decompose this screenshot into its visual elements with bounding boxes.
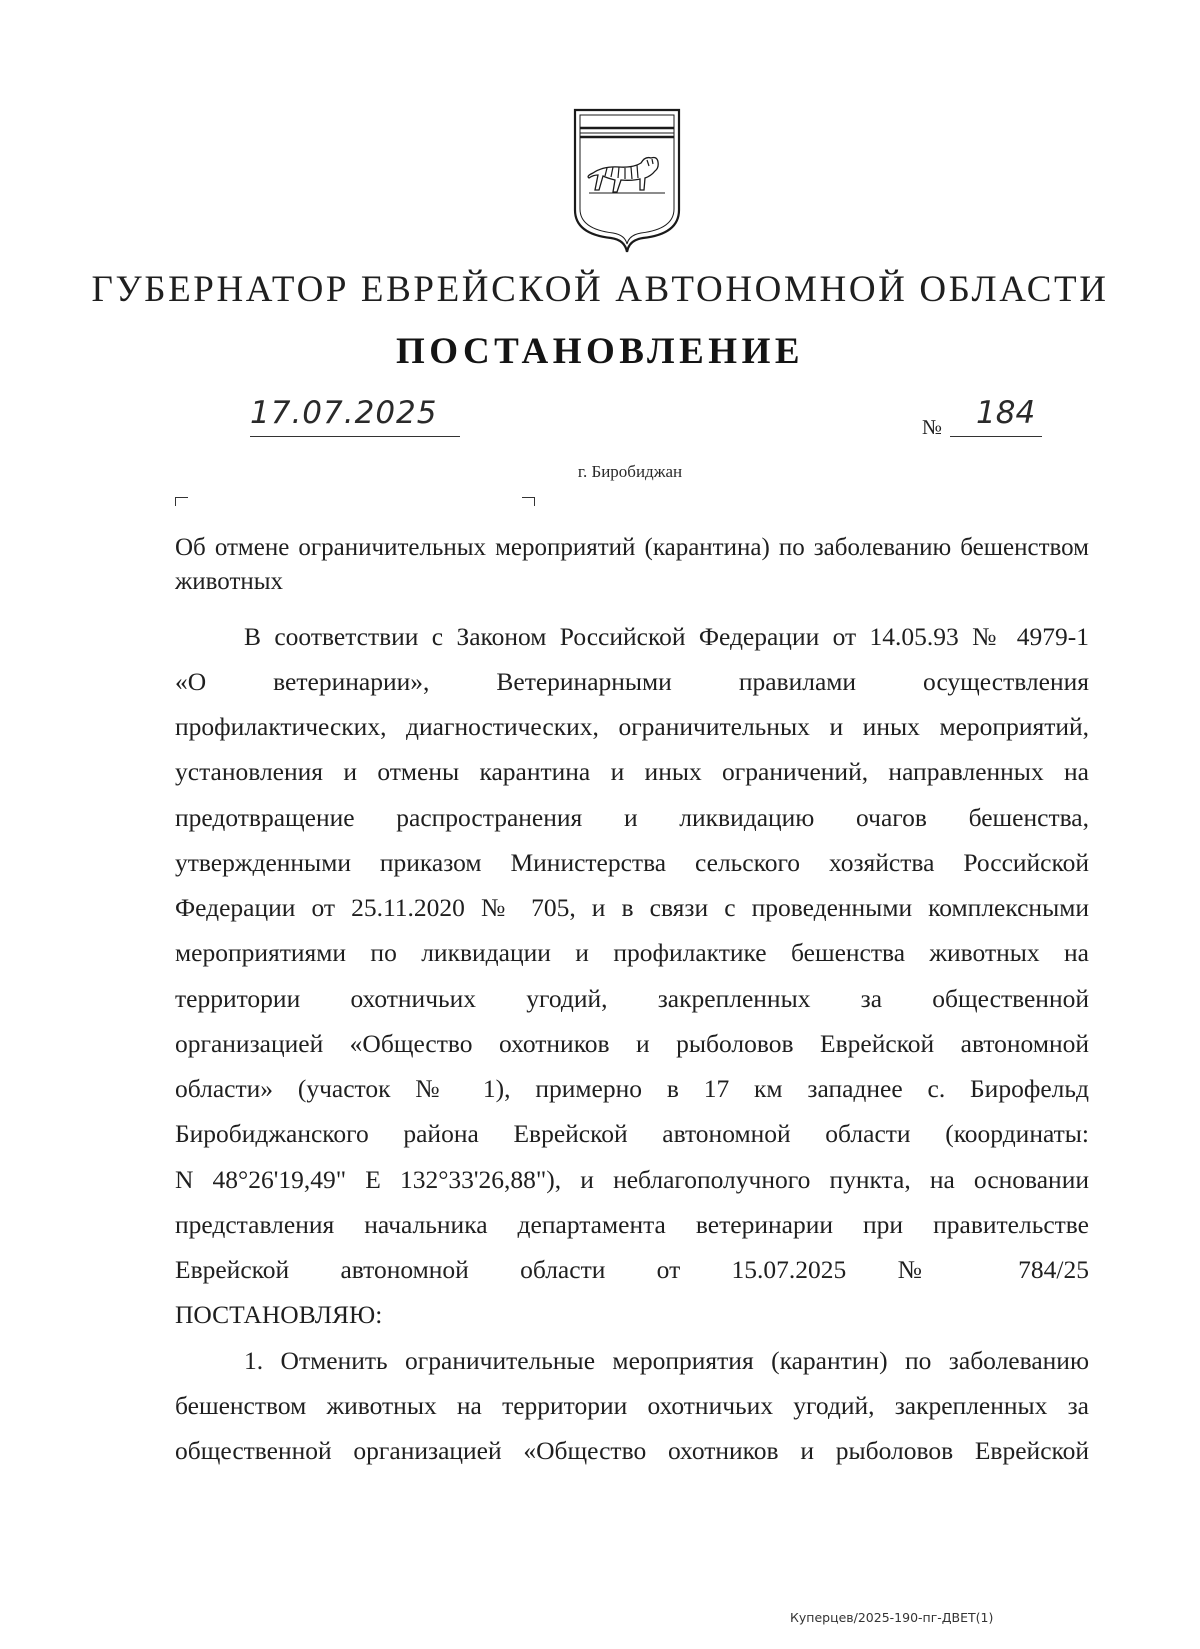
date-underline bbox=[250, 436, 460, 437]
body-line: 1. Отменить ограничительные мероприятия (карантин) по заболеванию bbox=[244, 1346, 1089, 1375]
body-line: Биробиджанского района Еврейской автономной области (координаты: bbox=[175, 1119, 1089, 1148]
subject-bracket-left bbox=[175, 497, 188, 506]
body-line: утвержденными приказом Министерства сельского хозяйства Российской bbox=[175, 848, 1089, 877]
number-underline bbox=[950, 436, 1042, 437]
handwritten-date: 17.07.2025 bbox=[250, 395, 438, 431]
place-of-issue: г. Биробиджан bbox=[577, 462, 683, 481]
body-line: установления и отмены карантина и иных ограничений, направленных на bbox=[175, 757, 1089, 786]
body-line: предотвращение распространения и ликвидацию очагов бешенства, bbox=[175, 803, 1089, 832]
coat-of-arms-emblem bbox=[571, 106, 683, 254]
document-subject: Об отмене ограничительных мероприятий (карантина) по заболеванию бешенством животных bbox=[175, 534, 1089, 595]
body-line: Федерации от 25.11.2020 № 705, и в связи с проведенными комплексными bbox=[175, 893, 1089, 922]
body-line: области» (участок № 1), примерно в 17 км западнее с. Бирофельд bbox=[175, 1074, 1089, 1103]
body-line: бешенством животных на территории охотничьих угодий, закрепленных за bbox=[175, 1391, 1089, 1420]
subject-bracket-right bbox=[522, 497, 535, 506]
body-line: представления начальника департамента ветеринарии при правительстве bbox=[175, 1210, 1089, 1239]
body-line: Еврейской автономной области от 15.07.2025 № 784/25 bbox=[175, 1255, 1089, 1284]
document-reference-code: Куперцев/2025-190-пг-ДВЕТ(1) bbox=[790, 1610, 994, 1625]
document-type-title: ПОСТАНОВЛЕНИЕ bbox=[395, 331, 805, 372]
body-line: В соответствии с Законом Российской Федерации от 14.05.93 № 4979-1 bbox=[244, 622, 1089, 651]
body-line: профилактических, диагностических, ограничительных и иных мероприятий, bbox=[175, 712, 1089, 741]
body-line: «О ветеринарии», Ветеринарными правилами осуществления bbox=[175, 667, 1089, 696]
number-sign: № bbox=[922, 415, 943, 439]
body-line: территории охотничьих угодий, закрепленных за общественной bbox=[175, 984, 1089, 1013]
handwritten-number: 184 bbox=[976, 395, 1036, 431]
body-line: N 48°26'19,49" E 132°33'26,88"), и неблагополучного пункта, на основании bbox=[175, 1165, 1089, 1194]
issuing-authority: ГУБЕРНАТОР ЕВРЕЙСКОЙ АВТОНОМНОЙ ОБЛАСТИ bbox=[91, 269, 1109, 310]
body-line: мероприятиями по ликвидации и профилактике бешенства животных на bbox=[175, 938, 1089, 967]
body-line-decree: ПОСТАНОВЛЯЮ: bbox=[175, 1300, 383, 1329]
body-line: общественной организацией «Общество охотников и рыболовов Еврейской bbox=[175, 1436, 1089, 1465]
body-line: организацией «Общество охотников и рыболовов Еврейской автономной bbox=[175, 1029, 1089, 1058]
